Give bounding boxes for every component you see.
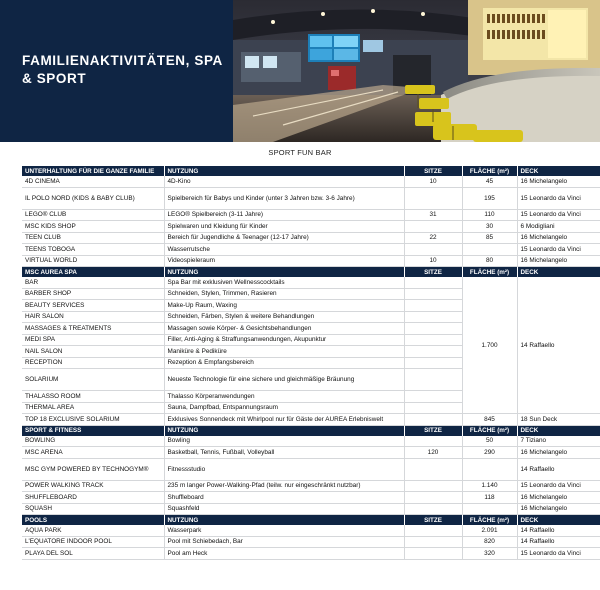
facilities-table [22, 166, 600, 560]
column-header: NUTZUNG [164, 267, 404, 278]
facility-seats [404, 402, 462, 414]
facility-area: 820 [462, 536, 517, 548]
facility-use: Wasserrutsche [164, 244, 404, 256]
facility-seats [404, 300, 462, 312]
facility-seats [404, 503, 462, 515]
facility-name: PLAYA DEL SOL [22, 548, 164, 560]
facility-deck: 16 Michelangelo [517, 492, 600, 504]
facility-area: 50 [462, 436, 517, 447]
facility-deck: 16 Michelangelo [517, 503, 600, 515]
column-header: DECK [517, 267, 600, 278]
facility-deck: 14 Raffaello [517, 525, 600, 536]
facility-seats [404, 391, 462, 403]
facility-name: LEGO® CLUB [22, 209, 164, 221]
column-header: MSC AUREA SPA [22, 267, 164, 278]
facility-use: Make-Up Raum, Waxing [164, 300, 404, 312]
facility-area: 320 [462, 548, 517, 560]
section-header-row [22, 515, 600, 526]
facility-deck: 6 Modigliani [517, 221, 600, 233]
facility-name: HAIR SALON [22, 311, 164, 323]
facility-seats [404, 244, 462, 256]
column-header: SITZE [404, 166, 462, 176]
table-row [22, 232, 600, 244]
column-header: POOLS [22, 515, 164, 526]
table-row [22, 221, 600, 233]
facility-seats [404, 187, 462, 209]
facility-name: SQUASH [22, 503, 164, 515]
facility-use: Exklusives Sonnendeck mit Whirlpool nur für Gäste der AUREA Erlebniswelt [164, 414, 404, 426]
facility-name: MEDI SPA [22, 334, 164, 346]
facility-use: Wasserpark [164, 525, 404, 536]
facility-name: THERMAL AREA [22, 402, 164, 414]
column-header: SITZE [404, 425, 462, 436]
facility-use: Schneiden, Färben, Stylen & weitere Behandlungen [164, 311, 404, 323]
table-row [22, 525, 600, 536]
table-row [22, 436, 600, 447]
sport-fun-bar-photo [233, 0, 600, 142]
facility-use: Pool am Heck [164, 548, 404, 560]
facility-use: Bereich für Jugendliche & Teenager (12-17 Jahre) [164, 232, 404, 244]
facility-use: Schneiden, Stylen, Trimmen, Rasieren [164, 288, 404, 300]
facility-seats [404, 536, 462, 548]
facility-deck: 18 Sun Deck [517, 414, 600, 426]
facility-name: AQUA PARK [22, 525, 164, 536]
facility-area: 85 [462, 232, 517, 244]
facility-name: RECEPTION [22, 357, 164, 369]
table-row [22, 548, 600, 560]
facility-seats [404, 288, 462, 300]
column-header: NUTZUNG [164, 515, 404, 526]
image-caption: SPORT FUN BAR [268, 148, 332, 157]
facility-seats [404, 311, 462, 323]
facility-name: MASSAGES & TREATMENTS [22, 323, 164, 335]
table-row [22, 255, 600, 267]
facility-deck: 15 Leonardo da Vinci [517, 548, 600, 560]
facility-use: Filler, Anti-Aging & Straffungsanwendungen, Akupunktur [164, 334, 404, 346]
facility-deck: 16 Michelangelo [517, 447, 600, 459]
facility-deck: 14 Raffaello [517, 458, 600, 480]
table-row [22, 209, 600, 221]
facility-use: Bowling [164, 436, 404, 447]
facility-use: Rezeption & Empfangsbereich [164, 357, 404, 369]
facility-name: SOLARIUM [22, 369, 164, 391]
facility-name: MSC KIDS SHOP [22, 221, 164, 233]
facility-name: SHUFFLEBOARD [22, 492, 164, 504]
facility-use: Pool mit Schiebedach, Bar [164, 536, 404, 548]
column-header: DECK [517, 515, 600, 526]
facility-use: Spielbereich für Babys und Kinder (unter 3 Jahren bzw. 3-6 Jahre) [164, 187, 404, 209]
facility-seats [404, 436, 462, 447]
facility-use: Thalasso Körperanwendungen [164, 391, 404, 403]
column-header: DECK [517, 166, 600, 176]
facility-deck: 14 Raffaello [517, 536, 600, 548]
facility-seats: 10 [404, 255, 462, 267]
title-panel [0, 0, 233, 142]
facility-use: LEGO® Spielbereich (3-11 Jahre) [164, 209, 404, 221]
facility-area: 45 [462, 176, 517, 187]
facility-seats [404, 492, 462, 504]
facility-deck: 16 Michelangelo [517, 176, 600, 187]
facility-seats [404, 277, 462, 288]
facility-area [462, 503, 517, 515]
column-header: SITZE [404, 267, 462, 278]
column-header: UNTERHALTUNG FÜR DIE GANZE FAMILIE [22, 166, 164, 176]
facility-use: Spa Bar mit exklusiven Wellnesscocktails [164, 277, 404, 288]
table-row [22, 244, 600, 256]
column-header: SITZE [404, 515, 462, 526]
facility-seats [404, 525, 462, 536]
table-row [22, 458, 600, 480]
facility-area: 2.091 [462, 525, 517, 536]
facility-seats: 31 [404, 209, 462, 221]
facility-use: 235 m langer Power-Walking-Pfad (teilw. nur eingeschränkt nutzbar) [164, 480, 404, 492]
facility-name: BAR [22, 277, 164, 288]
facility-area: 1.140 [462, 480, 517, 492]
hero-banner [0, 0, 600, 142]
facility-name: MSC ARENA [22, 447, 164, 459]
column-header: NUTZUNG [164, 425, 404, 436]
facility-name: NAIL SALON [22, 346, 164, 358]
table-row [22, 492, 600, 504]
facility-name: TOP 18 EXCLUSIVE SOLARIUM [22, 414, 164, 426]
facilities-table-body [22, 166, 600, 559]
facility-use: Sauna, Dampfbad, Entspannungsraum [164, 402, 404, 414]
facility-deck: 16 Michelangelo [517, 255, 600, 267]
column-header: NUTZUNG [164, 166, 404, 176]
facility-name: TEENS TOBOGA [22, 244, 164, 256]
facility-use: Spielwaren und Kleidung für Kinder [164, 221, 404, 233]
facility-seats [404, 221, 462, 233]
facility-use: Maniküre & Pediküre [164, 346, 404, 358]
column-header: FLÄCHE (m²) [462, 425, 517, 436]
facility-area [462, 244, 517, 256]
facility-seats [404, 357, 462, 369]
facility-deck: 16 Michelangelo [517, 232, 600, 244]
facility-seats [404, 414, 462, 426]
facility-use: 4D-Kino [164, 176, 404, 187]
facility-name: THALASSO ROOM [22, 391, 164, 403]
facility-area: 845 [462, 414, 517, 426]
facility-use: Squashfeld [164, 503, 404, 515]
column-header: FLÄCHE (m²) [462, 515, 517, 526]
facility-seats [404, 323, 462, 335]
spa-area-merged: 1.700 [462, 277, 517, 414]
facility-seats [404, 458, 462, 480]
facility-seats [404, 548, 462, 560]
table-row [22, 277, 600, 288]
section-header-row [22, 267, 600, 278]
facility-deck: 7 Tiziano [517, 436, 600, 447]
facility-name: IL POLO NORD (KIDS & BABY CLUB) [22, 187, 164, 209]
column-header: FLÄCHE (m²) [462, 166, 517, 176]
facility-use: Videospieleraum [164, 255, 404, 267]
facility-use: Neueste Technologie für eine sichere und gleichmäßige Bräunung [164, 369, 404, 391]
facility-name: BARBER SHOP [22, 288, 164, 300]
facility-use: Massagen sowie Körper- & Gesichtsbehandlungen [164, 323, 404, 335]
facility-area: 80 [462, 255, 517, 267]
section-header-row [22, 166, 600, 176]
facility-seats: 120 [404, 447, 462, 459]
section-header-row [22, 425, 600, 436]
table-row [22, 414, 600, 426]
table-row [22, 503, 600, 515]
facility-name: L'EQUATORE INDOOR POOL [22, 536, 164, 548]
facility-deck: 15 Leonardo da Vinci [517, 209, 600, 221]
facility-deck: 15 Leonardo da Vinci [517, 480, 600, 492]
facility-seats [404, 346, 462, 358]
page-title: FAMILIENAKTIVITÄTEN, SPA & SPORT [22, 53, 223, 86]
facility-name: 4D CINEMA [22, 176, 164, 187]
table-row [22, 187, 600, 209]
spa-deck-merged: 14 Raffaello [517, 277, 600, 414]
facility-area: 30 [462, 221, 517, 233]
facility-name: MSC GYM POWERED BY TECHNOGYM® [22, 458, 164, 480]
facility-name: TEEN CLUB [22, 232, 164, 244]
facility-seats: 22 [404, 232, 462, 244]
facility-area [462, 458, 517, 480]
facility-name: VIRTUAL WORLD [22, 255, 164, 267]
table-row [22, 447, 600, 459]
facility-area: 195 [462, 187, 517, 209]
column-header: SPORT & FITNESS [22, 425, 164, 436]
facility-use: Basketball, Tennis, Fußball, Volleyball [164, 447, 404, 459]
facility-seats [404, 480, 462, 492]
facility-seats [404, 369, 462, 391]
facility-name: BOWLING [22, 436, 164, 447]
facility-deck: 15 Leonardo da Vinci [517, 187, 600, 209]
table-row [22, 536, 600, 548]
facility-name: BEAUTY SERVICES [22, 300, 164, 312]
facility-area: 118 [462, 492, 517, 504]
facility-area: 110 [462, 209, 517, 221]
facility-seats [404, 334, 462, 346]
facility-deck: 15 Leonardo da Vinci [517, 244, 600, 256]
facility-use: Shuffleboard [164, 492, 404, 504]
column-header: DECK [517, 425, 600, 436]
facility-seats: 10 [404, 176, 462, 187]
facility-name: POWER WALKING TRACK [22, 480, 164, 492]
facility-use: Fitnessstudio [164, 458, 404, 480]
table-row [22, 480, 600, 492]
column-header: FLÄCHE (m²) [462, 267, 517, 278]
facility-area: 290 [462, 447, 517, 459]
table-row [22, 176, 600, 187]
